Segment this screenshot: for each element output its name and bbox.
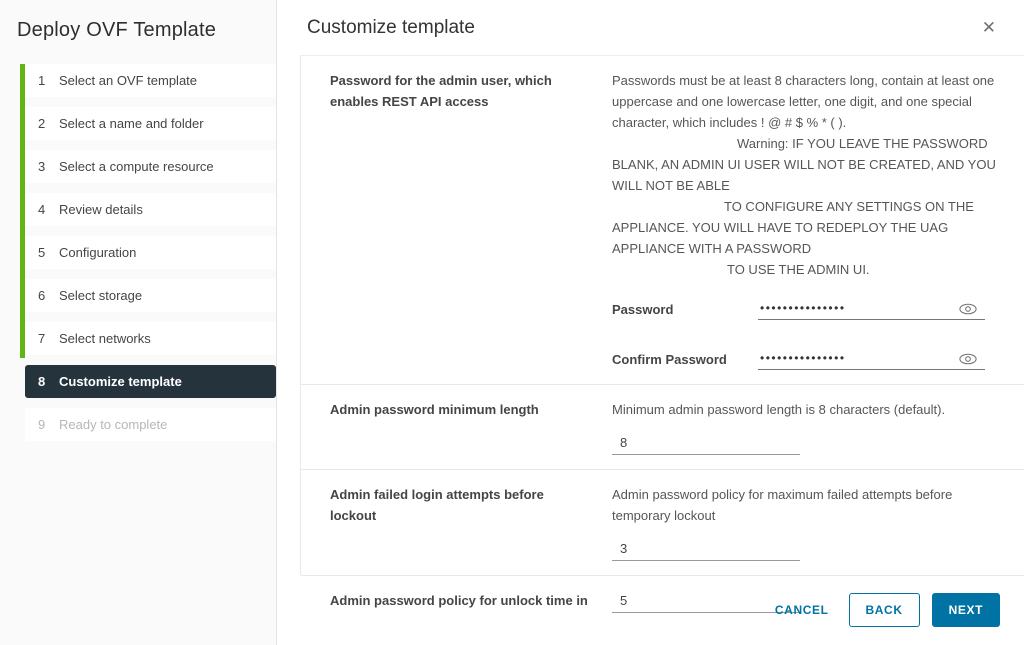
step-label: Select storage (59, 288, 143, 303)
next-button[interactable]: NEXT (932, 593, 1000, 627)
step-select-name-folder[interactable] (25, 107, 276, 140)
wizard-footer (277, 575, 1024, 645)
step-number: 5 (38, 245, 46, 260)
password-warning-line1: Warning: IF YOU LEAVE THE PASSWORD BLANK, AN ADMIN UI USER WILL NOT BE CREATED, AND YOU WILL NOT BE ABLE (612, 136, 996, 193)
step-label: Select a name and folder (59, 116, 204, 131)
confirm-password-input-wrap (758, 347, 985, 370)
customize-template-form (300, 55, 1024, 608)
show-confirm-password-icon[interactable] (959, 353, 977, 365)
step-number: 8 (38, 374, 46, 389)
failed-attempts-input[interactable] (612, 541, 800, 560)
wizard-steps (20, 64, 276, 441)
wizard-sidebar (0, 0, 277, 645)
step-select-compute-resource[interactable] (25, 150, 276, 183)
admin-password-label: Password for the admin user, which enables REST API access (330, 73, 552, 109)
password-field-row (612, 297, 1010, 320)
failed-attempts-row (301, 470, 1024, 576)
min-length-row (301, 385, 1024, 470)
step-review-details[interactable] (25, 193, 276, 226)
step-number: 6 (38, 288, 46, 303)
confirm-password-field-label: Confirm Password (612, 352, 727, 367)
cancel-button[interactable]: CANCEL (774, 603, 829, 617)
step-select-ovf-template[interactable] (25, 64, 276, 97)
step-number: 3 (38, 159, 46, 174)
step-number: 1 (38, 73, 46, 88)
show-password-icon[interactable] (959, 303, 977, 315)
failed-attempts-label: Admin failed login attempts before lockout (330, 487, 544, 523)
password-input[interactable] (758, 301, 928, 319)
unlock-time-label: Admin password policy for unlock time in (330, 593, 588, 608)
step-select-networks[interactable] (25, 322, 276, 355)
page-title: Customize template (307, 16, 475, 38)
progress-bar (20, 64, 25, 358)
step-label: Ready to complete (59, 417, 168, 432)
password-warning-line3: TO USE THE ADMIN UI. (727, 262, 870, 277)
password-input-wrap (758, 297, 985, 320)
step-label: Review details (59, 202, 143, 217)
min-length-description: Minimum admin password length is 8 characters (default). (612, 402, 946, 417)
password-rules-text: Passwords must be at least 8 characters long, contain at least one uppercase and one lowercase letter, one digit, and one special character, which includes ! @ # $ % * ( ). (612, 73, 995, 130)
step-configuration[interactable] (25, 236, 276, 269)
confirm-password-field-row (612, 347, 1010, 370)
step-label: Select networks (59, 331, 151, 346)
admin-password-row (301, 56, 1024, 385)
password-warning-line2: TO CONFIGURE ANY SETTINGS ON THE APPLIANCE. YOU WILL HAVE TO REDEPLOY THE UAG APPLIANCE WITH A PASSWORD (612, 199, 974, 256)
back-button[interactable]: BACK (849, 593, 920, 627)
close-icon[interactable]: ✕ (981, 18, 996, 37)
step-customize-template[interactable] (25, 365, 276, 398)
step-label: Select an OVF template (59, 73, 198, 88)
password-field-label: Password (612, 302, 674, 317)
failed-attempts-description: Admin password policy for maximum failed attempts before temporary lockout (612, 487, 953, 523)
step-number: 4 (38, 202, 46, 217)
min-length-value (612, 399, 1010, 455)
step-label: Customize template (59, 374, 182, 389)
step-number: 7 (38, 331, 46, 346)
admin-password-value (612, 70, 1010, 370)
min-length-input-wrap (612, 432, 800, 455)
confirm-password-input[interactable] (758, 351, 928, 369)
wizard-title: Deploy OVF Template (17, 19, 217, 41)
failed-attempts-value (612, 484, 1010, 561)
min-length-input[interactable] (612, 435, 800, 454)
step-number: 9 (38, 417, 46, 432)
failed-attempts-input-wrap (612, 538, 800, 561)
step-number: 2 (38, 116, 46, 131)
main-pane (277, 0, 1024, 645)
step-select-storage[interactable] (25, 279, 276, 312)
min-length-label: Admin password minimum length (330, 402, 539, 417)
step-label: Configuration (59, 245, 137, 260)
main-header (277, 0, 1024, 55)
step-label: Select a compute resource (59, 159, 214, 174)
step-ready-to-complete (25, 408, 276, 441)
